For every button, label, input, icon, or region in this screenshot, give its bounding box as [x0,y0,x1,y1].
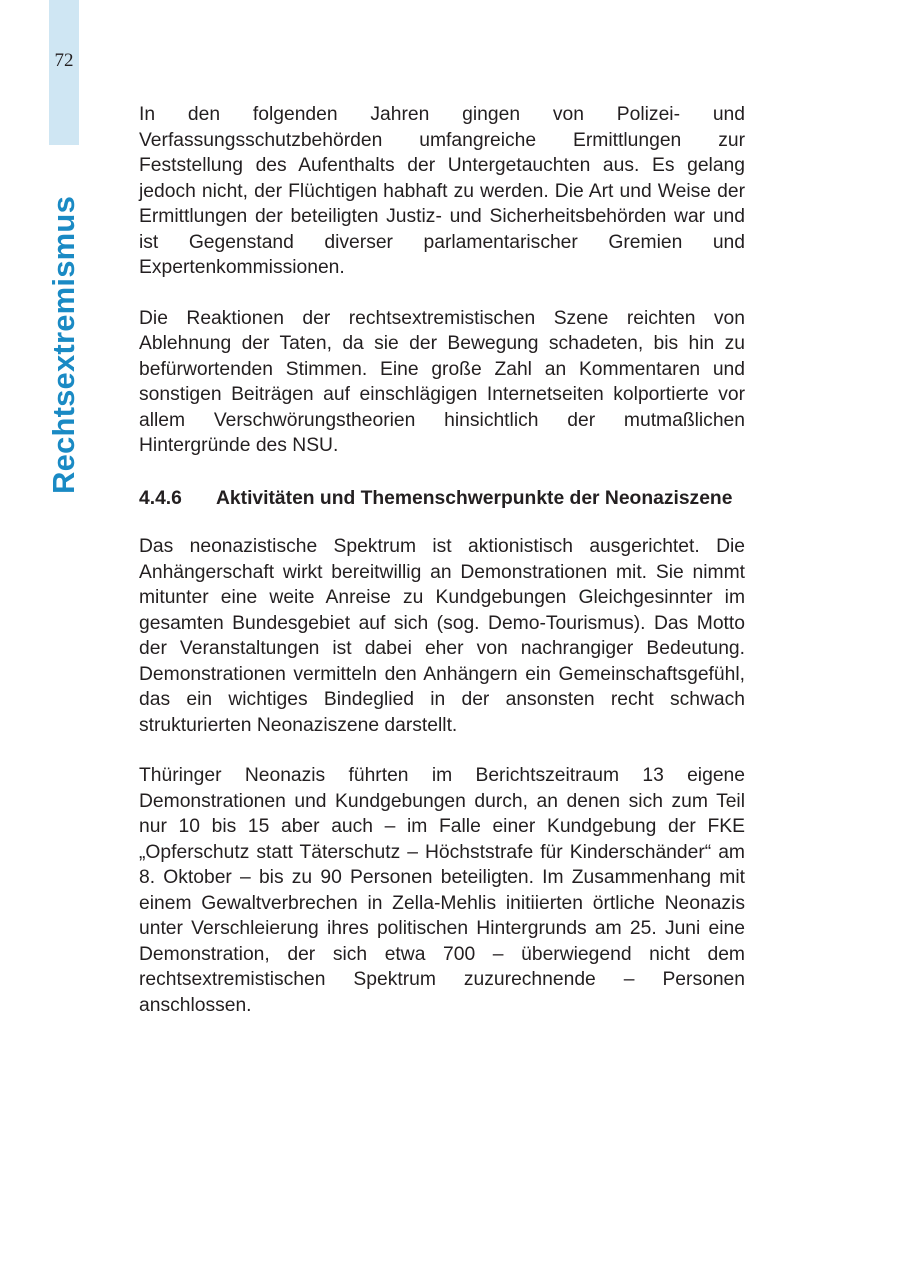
paragraph: Thüringer Neonazis führten im Berichtszeitraum 13 eigene Demonstrationen und Kundgebungen durch, an denen sich zum Teil nur 10 bis 15 aber auch – im Falle einer Kundgebung der FKE „Opferschutz statt Täterschutz – Höchststrafe für Kinderschänder“ am 8. Oktober – bis zu 90 Personen beteiligten. Im Zusammenhang mit einem Gewaltverbrechen in Zella-Mehlis initiierten örtliche Neonazis unter Verschleierung ihres politischen Hintergrunds am 25. Juni eine Demonstration, der sich etwa 700 – überwiegend nicht dem rechtsextremistischen Spektrum zuzurechnende – Personen anschlossen. [139,765,745,1016]
section-heading [139,486,745,512]
main-content [139,102,745,1018]
page-number: 72 [54,50,74,71]
paragraph: Die Reaktionen der rechtsextremistischen Szene reichten von Ablehnung der Taten, da sie der Bewegung schadeten, bis hin zu befürwortenden Stimmen. Eine große Zahl an Kommentaren und sonstigen Beiträgen auf einschlägigen Internetseiten kolportierte vor allem Verschwörungstheorien hinsichtlich der mutmaßlichen Hintergründe des NSU. [139,307,745,456]
paragraph: In den folgenden Jahren gingen von Polizei- und Verfassungsschutzbehörden umfangreiche Ermittlungen zur Feststellung des Aufenthalts der Untergetauchten aus. Es gelang jedoch nicht, der Flüchtigen habhaft zu werden. Die Art und Weise der Ermittlungen der beteiligten Justiz- und Sicherheitsbehörden war und ist Gegenstand diverser parlamentarischer Gremien und Expertenkommissionen. [139,104,745,278]
page-number-tab [49,0,79,145]
section-label [40,180,88,510]
section-label-text: Rechtsextremismus [46,195,81,495]
paragraph: Das neonazistische Spektrum ist aktionistisch ausgerichtet. Die Anhängerschaft wirkt bereitwillig an Demonstrationen mit. Sie nimmt mitunter eine weite Anreise zu Kundgebungen Gleichgesinnter im gesamten Bundesgebiet auf sich (sog. Demo-Tourismus). Das Motto der Veranstaltungen ist dabei eher von nachrangiger Bedeutung. Demonstrationen vermitteln den Anhängern ein Gemeinschaftsgefühl, das ein wichtiges Bindeglied in der ansonsten recht schwach strukturierten Neonaziszene darstellt. [139,536,745,736]
section-heading-title: Aktivitäten und Themenschwerpunkte der Neonaziszene [216,487,733,509]
section-heading-number: 4.4.6 [139,487,182,509]
